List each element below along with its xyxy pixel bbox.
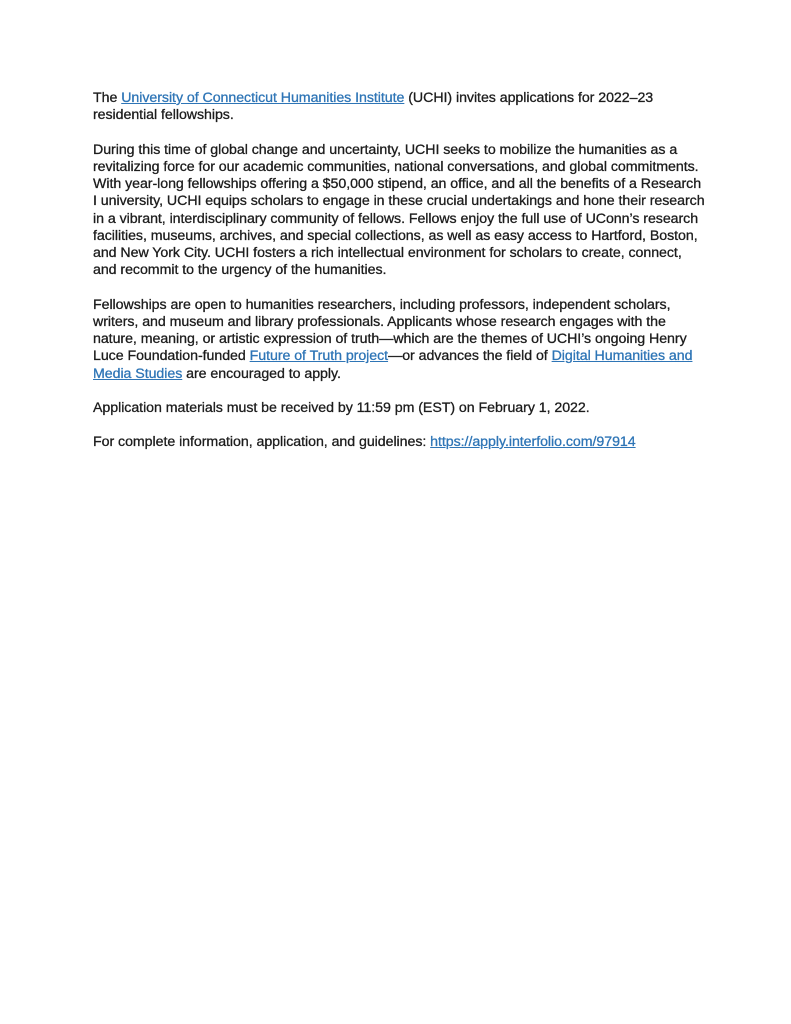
hyperlink[interactable]: https://apply.interfolio.com/97914 xyxy=(430,434,636,450)
paragraph-text: —or advances the field of xyxy=(388,348,552,365)
paragraph-text: (UCHI) invites applications for 2022–23 residential fellowships. xyxy=(93,90,654,124)
paragraph-text: Application materials must be received by 11:59 pm (EST) on February 1, 2022. xyxy=(93,399,590,416)
paragraph xyxy=(93,400,706,417)
paragraph-text: During this time of global change and uncertainty, UCHI seeks to mobilize the humanities as a revitalizing force for our academic communities, national conversations, and global commitments. With year-long fellowships offering a $50,000 stipend, an office, and all the benefits of a Research I university, UCHI equips scholars to engage in these crucial undertakings and hone their research in a vibrant, interdisciplinary community of fellows. Fellows enjoy the full use of UConn’s research facilities, museums, archives, and special collections, as well as easy access to Hartford, Boston, and New York City. UCHI fosters a rich intellectual environment for scholars to create, connect, and recommit to the urgency of the humanities. xyxy=(93,141,705,279)
paragraph-text: Fellowships are open to humanities researchers, including professors, independent scholars, writers, and museum and library professionals. Applicants whose research engages with the nature, meaning, or artistic expression of truth—which are the themes of UCHI’s ongoing Henry Luce Foundation-funded xyxy=(93,296,687,365)
document-body xyxy=(93,90,706,468)
paragraph-text: The xyxy=(93,90,122,106)
paragraph-text: For complete information, application, and guidelines: xyxy=(93,434,431,450)
hyperlink[interactable]: Future of Truth project xyxy=(249,348,389,365)
hyperlink[interactable]: University of Connecticut Humanities Institute xyxy=(121,90,405,106)
paragraph-text: are encouraged to apply. xyxy=(182,365,341,382)
paragraph xyxy=(93,90,706,125)
paragraph xyxy=(93,434,706,451)
hyperlink[interactable]: Digital Humanities and Media Studies xyxy=(93,348,693,382)
paragraph xyxy=(93,142,706,280)
paragraph xyxy=(93,297,706,383)
